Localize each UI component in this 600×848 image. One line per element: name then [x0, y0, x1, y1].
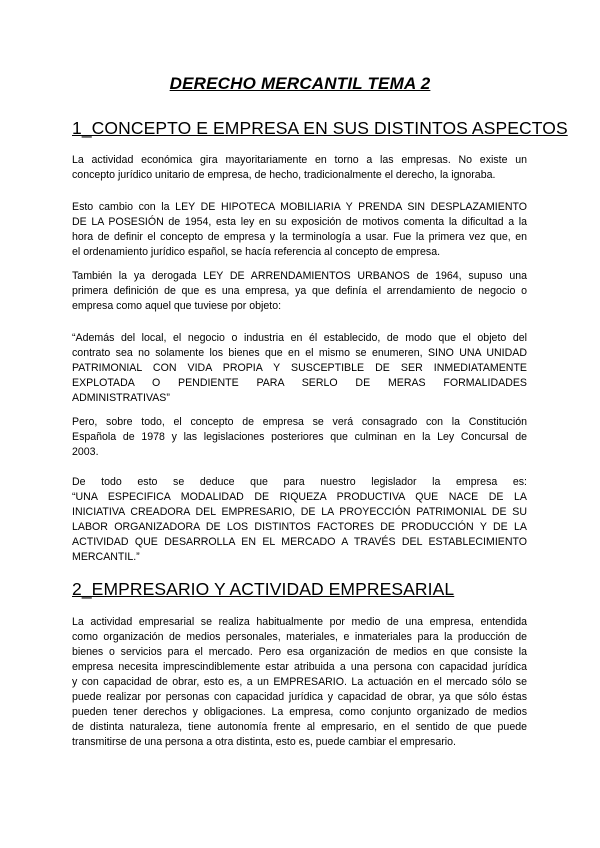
paragraph-line: ADMINISTRATIVAS”: [72, 392, 170, 404]
paragraph-line: “UNA ESPECIFICA MODALIDAD DE RIQUEZA PRODUCTIVA QUE NACE DE LA: [72, 491, 527, 503]
paragraph-constitucion: [72, 415, 527, 460]
paragraph-line: pueden tener derechos y obligaciones. La empresa, como conjunto organizado de medios: [72, 706, 527, 718]
paragraph-line: Española de 1978 y las legislaciones posteriores que culminan en la Ley Concursal de: [72, 431, 527, 443]
paragraph-line: hora de definir el concepto de empresa y la terminología a usar. Fue la primera vez que, en: [72, 231, 527, 243]
section-heading-2: 2_EMPRESARIO Y ACTIVIDAD EMPRESARIAL: [72, 579, 455, 599]
paragraph-line: como organización de medios personales, materiales, e inmateriales para la producción de: [72, 631, 527, 643]
paragraph-line: Esto cambio con la LEY DE HIPOTECA MOBILIARIA Y PRENDA SIN DESPLAZAMIENTO: [72, 201, 527, 213]
paragraph-ley-hipoteca: [72, 200, 527, 260]
paragraph-line: concepto jurídico unitario de empresa, de hecho, tradicionalmente el derecho, la ignoraba.: [72, 169, 496, 181]
paragraph-actividad-empresarial: [72, 615, 527, 750]
paragraph-line: INICIATIVA CREADORA DEL EMPRESARIO, DE LA PROYECCIÓN PATRIMONIAL DE SU: [72, 506, 527, 518]
paragraph-line: contrato sea no solamente los bienes que en el mismo se enumeren, SINO UNA UNIDAD: [72, 347, 527, 359]
paragraph-line: Pero, sobre todo, el concepto de empresa se verá consagrado con la Constitución: [72, 416, 527, 428]
paragraph-line: La actividad empresarial se realiza habitualmente por medio de una empresa, entendida: [72, 616, 527, 628]
paragraph-line: ACTIVIDAD QUE DESARROLLA EN EL MERCADO A TRAVÉS DEL ESTABLECIMIENTO: [72, 536, 527, 548]
paragraph-intro: [72, 153, 527, 183]
paragraph-line: empresa como aquel que tuviese por objeto:: [72, 300, 282, 312]
paragraph-quote-unidad-patrimonial: [72, 331, 527, 406]
paragraph-line: LABOR ORGANIZADORA DE LOS DISTINTOS FACTORES DE PRODUCCIÓN Y DE LA: [72, 521, 527, 533]
paragraph-line: primera definición de que es una empresa, ya que definía el arrendamiento de negocio o: [72, 285, 527, 297]
paragraph-line: PATRIMONIAL CON VIDA PROPIA Y SUSCEPTIBLE DE SER INMEDIATAMENTE: [72, 362, 527, 374]
paragraph-line: “Además del local, el negocio o industria en él establecido, de modo que el objeto del: [72, 332, 527, 344]
paragraph-ley-arrendamientos: [72, 269, 527, 314]
paragraph-line: bienes o servicios para el mercado. Pero esa organización de medios en que consiste la: [72, 646, 527, 658]
paragraph-line: También la ya derogada LEY DE ARRENDAMIENTOS URBANOS de 1964, supuso una: [72, 270, 527, 282]
section-heading-1: 1_CONCEPTO E EMPRESA EN SUS DISTINTOS ASPECTOS: [72, 118, 568, 138]
paragraph-line: y con capacidad de obrar, esto es, a un EMPRESARIO. La actuación en el mercado sólo se: [72, 676, 527, 688]
paragraph-line: MERCANTIL.”: [72, 551, 140, 563]
paragraph-definicion-empresa: [72, 475, 527, 565]
paragraph-line: 2003.: [72, 446, 99, 458]
paragraph-line: transmitirse de una persona a otra distinta, esto es, puede cambiar el empresario.: [72, 736, 456, 748]
paragraph-line: empresa necesita imprescindiblemente estar atribuida a una persona con capacidad jurídica: [72, 661, 527, 673]
paragraph-line: DE LA POSESIÓN de 1954, esta ley en su exposición de motivos comenta la dificultad a la: [72, 216, 527, 228]
paragraph-line: La actividad económica gira mayoritariamente en torno a las empresas. No existe un: [72, 154, 527, 166]
paragraph-line: EXPLOTADA O PENDIENTE PARA SERLO DE MERAS FORMALIDADES: [72, 377, 527, 389]
paragraph-line: el ordenamiento jurídico español, se hacía referencia al concepto de empresa.: [72, 246, 441, 258]
paragraph-line: De todo esto se deduce que para nuestro legislador la empresa es:: [72, 476, 527, 488]
document-title: DERECHO MERCANTIL TEMA 2: [169, 74, 431, 93]
paragraph-line: de distinta naturaleza, tiene autonomía frente al empresario, en el sentido de que puede: [72, 721, 527, 733]
paragraph-line: puede realizar por personas con capacidad jurídica y capacidad de obrar, ya que sólo éstas: [72, 691, 527, 703]
